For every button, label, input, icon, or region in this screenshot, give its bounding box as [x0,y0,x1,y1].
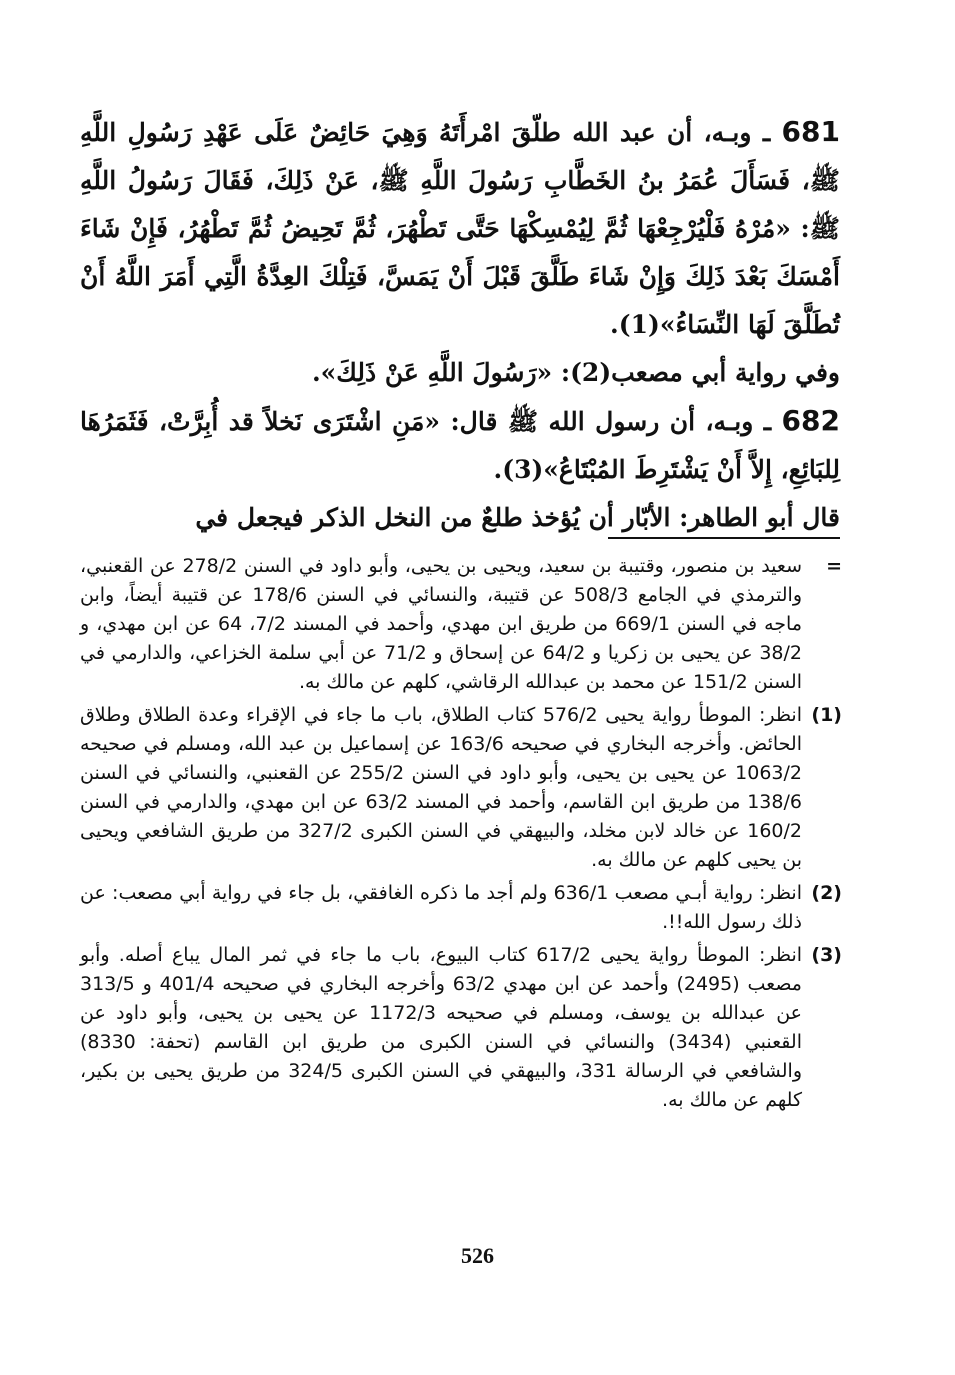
footnote-marker: (2) [811,882,842,904]
footnote [80,879,842,937]
footnote [80,941,842,1115]
abu-tahir-comment: قال أبو الطاهر: الأبّار أن يُؤخذ طلعٌ من النخل الذكر فيجعل في [195,503,840,532]
footnote [80,701,842,875]
footnote-marker: (3) [811,944,842,966]
hadith-682 [80,397,840,494]
page-number: 526 [461,1243,494,1268]
footnote-text: سعيد بن منصور، وقتيبة بن سعيد، ويحيى بن يحيى، وأبو داود في السنن 278/2 عن القعنبي، والترمذي في الجامع 508/3 عن قتيبة، والنسائي في السنن 178/6 عن قتيبة أيضاً، وابن ماجه في السنن 669/1 من طريق ابن مهدي، وأحمد في المسند 7/2، 64 عن ابن مهدي، و 38/2 عن يحيى بن زكريا و 64/2 عن إسحاق و 71/2 عن أبي سلمة الخزاعي، والدارمي في السنن 151/2 عن محمد بن عبدالله الرقاشي، كلهم عن مالك به. [80,555,803,693]
footnote-marker: (1) [811,704,842,726]
hadith-text: ـ وبـه، أن رسول الله ﷺ قال: «مَنِ اشْتَرَى نَخلاً قد أُبِرَّتْ، فَثَمَرُهَا لِلبَائِعِ، إِلاَّ أَنْ يَشْتَرِطَ المُبْتَاعُ»(3). [80,407,840,484]
footnote-separator [608,537,840,539]
main-text [80,108,840,542]
footnote [80,552,842,697]
hadith-text: ـ وبـه، أن عبد الله طلّقَ امْرأَتَهُ وَهِيَ حَائِضٌ عَلَى عَهْدِ رَسُولِ اللَّهِ ﷺ، فَسَأَلَ عُمَرُ بنُ الخَطَّابِ رَسُولَ اللَّهِ ﷺ، عَنْ ذَلِكَ، فَقَالَ رَسُولُ اللَّهِ ﷺ: «مُرْهُ فَلْيُرْجِعْهَا ثُمَّ لِيُمْسِكْهَا حَتَّى تَطْهُرَ، ثُمَّ تَحِيضُ ثُمَّ تَطْهُرُ، فَإِنْ شَاءَ أَمْسَكَ بَعْدَ ذَلِكَ وَإِنْ شَاءَ طَلَّقَ قَبْلَ أَنْ يَمَسَّ، فَتِلْكَ العِدَّةُ الَّتِي أَمَرَ اللَّهُ أَنْ تُطَلَّقَ لَهَا النِّسَاءُ»(1). [80,118,840,339]
footnotes [80,552,842,1119]
footnote-text: انظر: رواية أبـي مصعب 636/1 ولم أجد ما ذكره الغافقي، بل جاء في رواية أبي مصعب: عن ذلك رسول الله!!. [80,882,802,933]
hadith-number: 682 [781,404,840,437]
footnote-text: انظر: الموطأ رواية يحيى 617/2 كتاب البيوع، باب ما جاء في ثمر المال يباع أصله. وأبو مصعب (2495) وأحمد عن ابن مهدي 63/2 وأخرجه البخاري في صحيحه 401/4 و 313/5 عن عبدالله بن يوسف، ومسلم في صحيحه 1172/3 عن يحيى بن يحيى، وأبو داود عن القعنبي (3434) والنسائي في السنن الكبرى من طريق ابن القاسم (تحفة: 8330) والشافعي في الرسالة 331، والبيهقي في السنن الكبرى 324/5 من طريق يحيى بن بكير، كلهم عن مالك به. [80,944,803,1111]
footnote-marker: = [826,555,842,577]
footnote-text: انظر: الموطأ رواية يحيى 576/2 كتاب الطلاق، باب ما جاء في الإقراء وعدة الطلاق وطلاق الحائض. وأخرجه البخاري في صحيحه 163/6 عن إسماعيل بن عبد الله، ومسلم في صحيحه 1063/2 عن يحيى بن يحيى، وأبو داود في السنن 255/2 عن القعنبي، والنسائي في السنن 138/6 من طريق ابن القاسم، وأحمد في المسند 63/2 عن ابن مهدي، والدارمي في السنن 160/2 عن خالد لابن مخلد، والبيهقي في السنن الكبرى 327/2 من طريق الشافعي ويحيى بن يحيى كلهم عن مالك به. [80,704,802,871]
variant-note: وفي رواية أبي مصعب(2): «رَسُولَ اللَّهِ عَنْ ذَلِكَ». [311,358,840,387]
hadith-number: 681 [781,115,840,148]
hadith-681 [80,108,840,349]
